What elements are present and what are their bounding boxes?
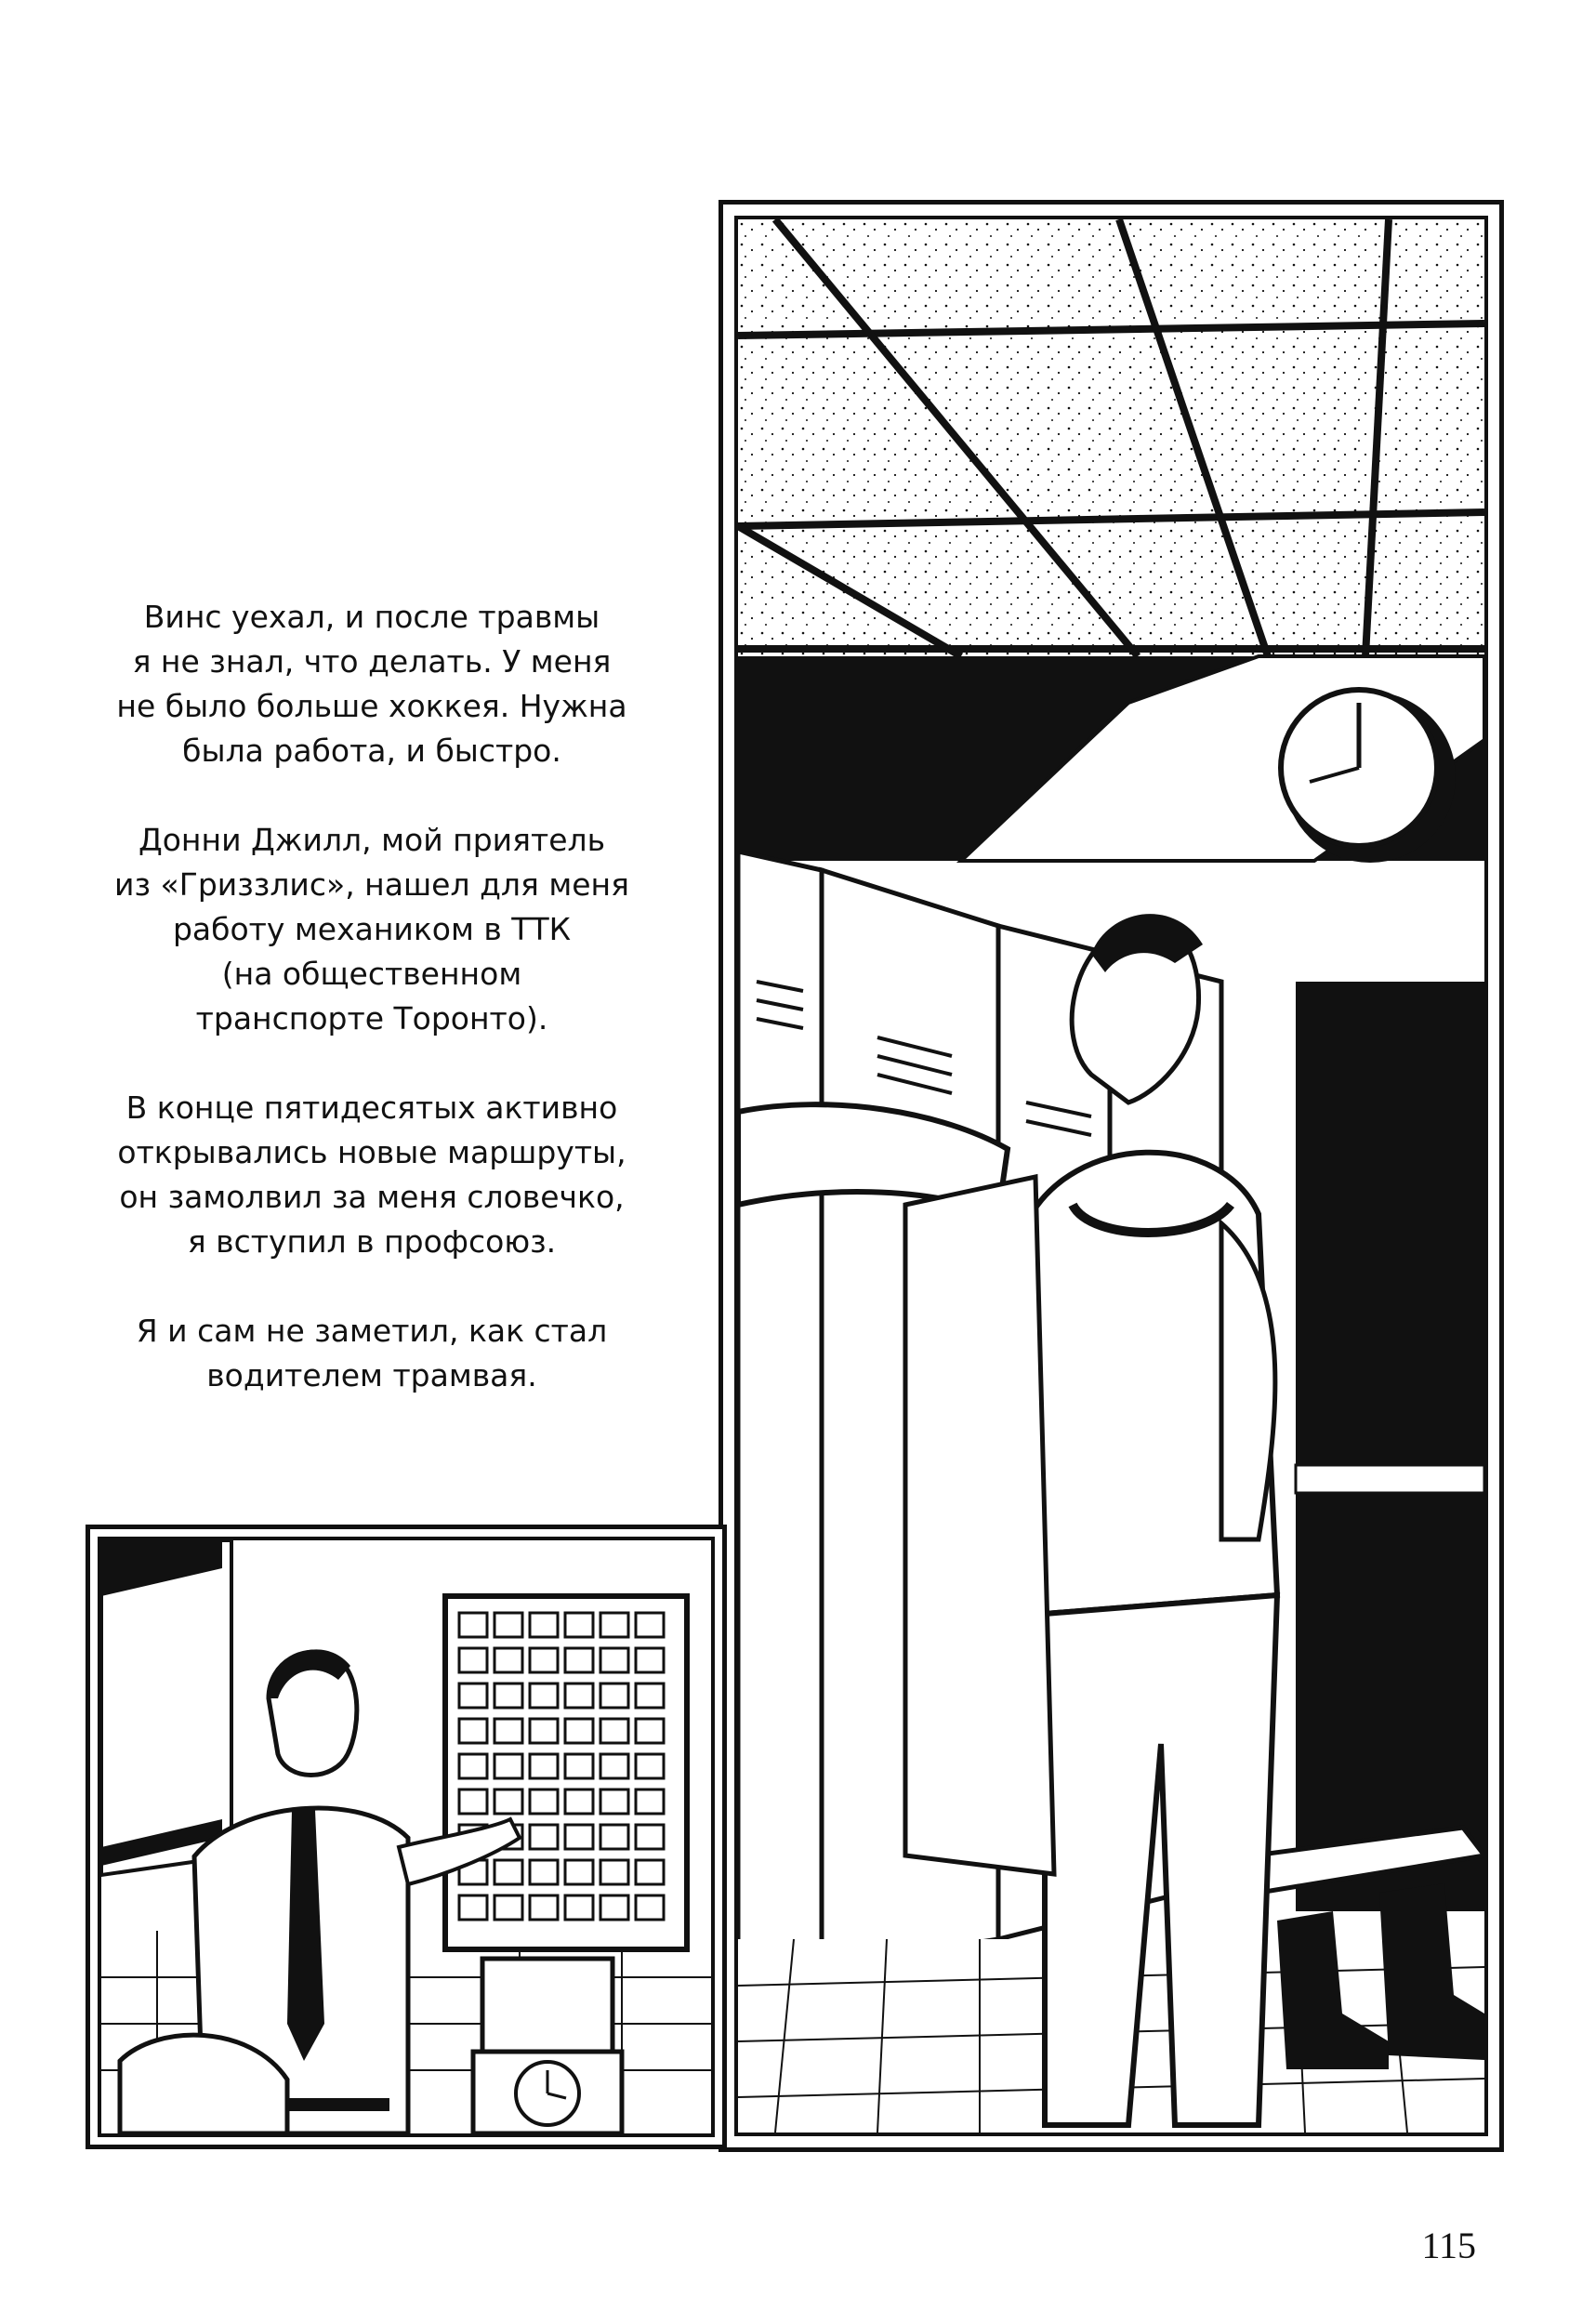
time-card-rack — [445, 1596, 687, 1949]
time-card-slot — [494, 1684, 522, 1708]
time-card-slot — [459, 1754, 487, 1778]
time-card-slot — [530, 1648, 558, 1672]
panel-locker-room-art — [734, 216, 1488, 2136]
time-card-slot — [636, 1895, 664, 1920]
time-card-slot — [459, 1648, 487, 1672]
time-card-slot — [530, 1860, 558, 1884]
narration-line: не было больше хоккея. Нужна — [116, 688, 627, 724]
narration-line: Донни Джилл, мой приятель — [138, 822, 606, 858]
time-card-slot — [530, 1895, 558, 1920]
time-card-slot — [600, 1613, 628, 1637]
time-card-slot — [636, 1684, 664, 1708]
narration-line: он замолвил за меня словечко, — [119, 1179, 625, 1215]
narration-line: водителем трамвая. — [206, 1357, 537, 1393]
narration-line: из «Гриззлис», нашел для меня — [114, 866, 629, 903]
time-card-slot — [600, 1825, 628, 1849]
time-card-slot — [459, 1895, 487, 1920]
time-card-slot — [494, 1719, 522, 1743]
time-card-slot — [636, 1825, 664, 1849]
panel-locker-room — [719, 200, 1504, 2152]
time-card-slot — [494, 1860, 522, 1884]
time-card-slot — [600, 1789, 628, 1814]
narration-line: я не знал, что делать. У меня — [132, 643, 612, 680]
time-card-slot — [636, 1860, 664, 1884]
time-card-slot — [600, 1754, 628, 1778]
time-card-slot — [565, 1895, 593, 1920]
time-card-slot — [565, 1754, 593, 1778]
time-card-slot — [636, 1613, 664, 1637]
narration-line: транспорте Торонто). — [195, 1000, 548, 1037]
time-card-slot — [636, 1648, 664, 1672]
time-card-slot — [530, 1684, 558, 1708]
time-card-slot — [494, 1895, 522, 1920]
narration-line: открывались новые маршруты, — [117, 1134, 626, 1170]
time-card-slot — [565, 1825, 593, 1849]
time-card-slot — [600, 1860, 628, 1884]
time-card-slot — [565, 1860, 593, 1884]
time-card-slot — [600, 1895, 628, 1920]
time-card-slot — [565, 1613, 593, 1637]
time-card-slot — [530, 1754, 558, 1778]
narration-line: была работа, и быстро. — [182, 733, 561, 769]
time-card-slot — [494, 1754, 522, 1778]
time-card-slot — [494, 1613, 522, 1637]
time-card-slot — [600, 1719, 628, 1743]
narration-paragraph-2 — [102, 818, 641, 1041]
time-card-slot — [459, 1789, 487, 1814]
time-card-slot — [530, 1719, 558, 1743]
time-card-slot — [459, 1684, 487, 1708]
narration-line: Я и сам не заметил, как стал — [136, 1313, 608, 1349]
time-card-slot — [459, 1719, 487, 1743]
narration-text — [102, 595, 641, 1443]
panel-time-clock-art — [98, 1537, 715, 2137]
narration-paragraph-3 — [102, 1086, 641, 1264]
narration-line: Винс уехал, и после травмы — [143, 599, 600, 635]
time-card-slot — [530, 1789, 558, 1814]
time-card-slot — [636, 1754, 664, 1778]
time-card-slot — [494, 1648, 522, 1672]
panel-time-clock — [86, 1525, 727, 2149]
time-clock-illustration — [101, 1540, 711, 2133]
time-card-slot — [600, 1684, 628, 1708]
page-number: 115 — [1421, 2225, 1476, 2266]
time-card-slot — [565, 1719, 593, 1743]
time-card-slot — [530, 1825, 558, 1849]
narration-paragraph-1 — [102, 595, 641, 773]
time-card-slot — [459, 1613, 487, 1637]
punch-clock — [473, 1959, 622, 2133]
locker-room-illustration — [738, 219, 1484, 2133]
time-card-slot — [565, 1684, 593, 1708]
time-card-slot — [636, 1719, 664, 1743]
time-card-slot — [565, 1789, 593, 1814]
time-card-slot — [565, 1648, 593, 1672]
right-wall-shadow — [1296, 982, 1484, 1911]
narration-line: я вступил в профсоюз. — [187, 1223, 557, 1260]
narration-paragraph-4 — [102, 1309, 641, 1398]
time-card-slot — [636, 1789, 664, 1814]
narration-line: В конце пятидесятых активно — [125, 1089, 618, 1126]
narration-line: (на общественном — [221, 956, 522, 992]
wall-rail — [1296, 1465, 1484, 1493]
narration-line: работу механиком в ТТК — [172, 911, 572, 947]
time-card-slot — [600, 1648, 628, 1672]
time-card-slot — [494, 1789, 522, 1814]
time-card-slot — [530, 1613, 558, 1637]
